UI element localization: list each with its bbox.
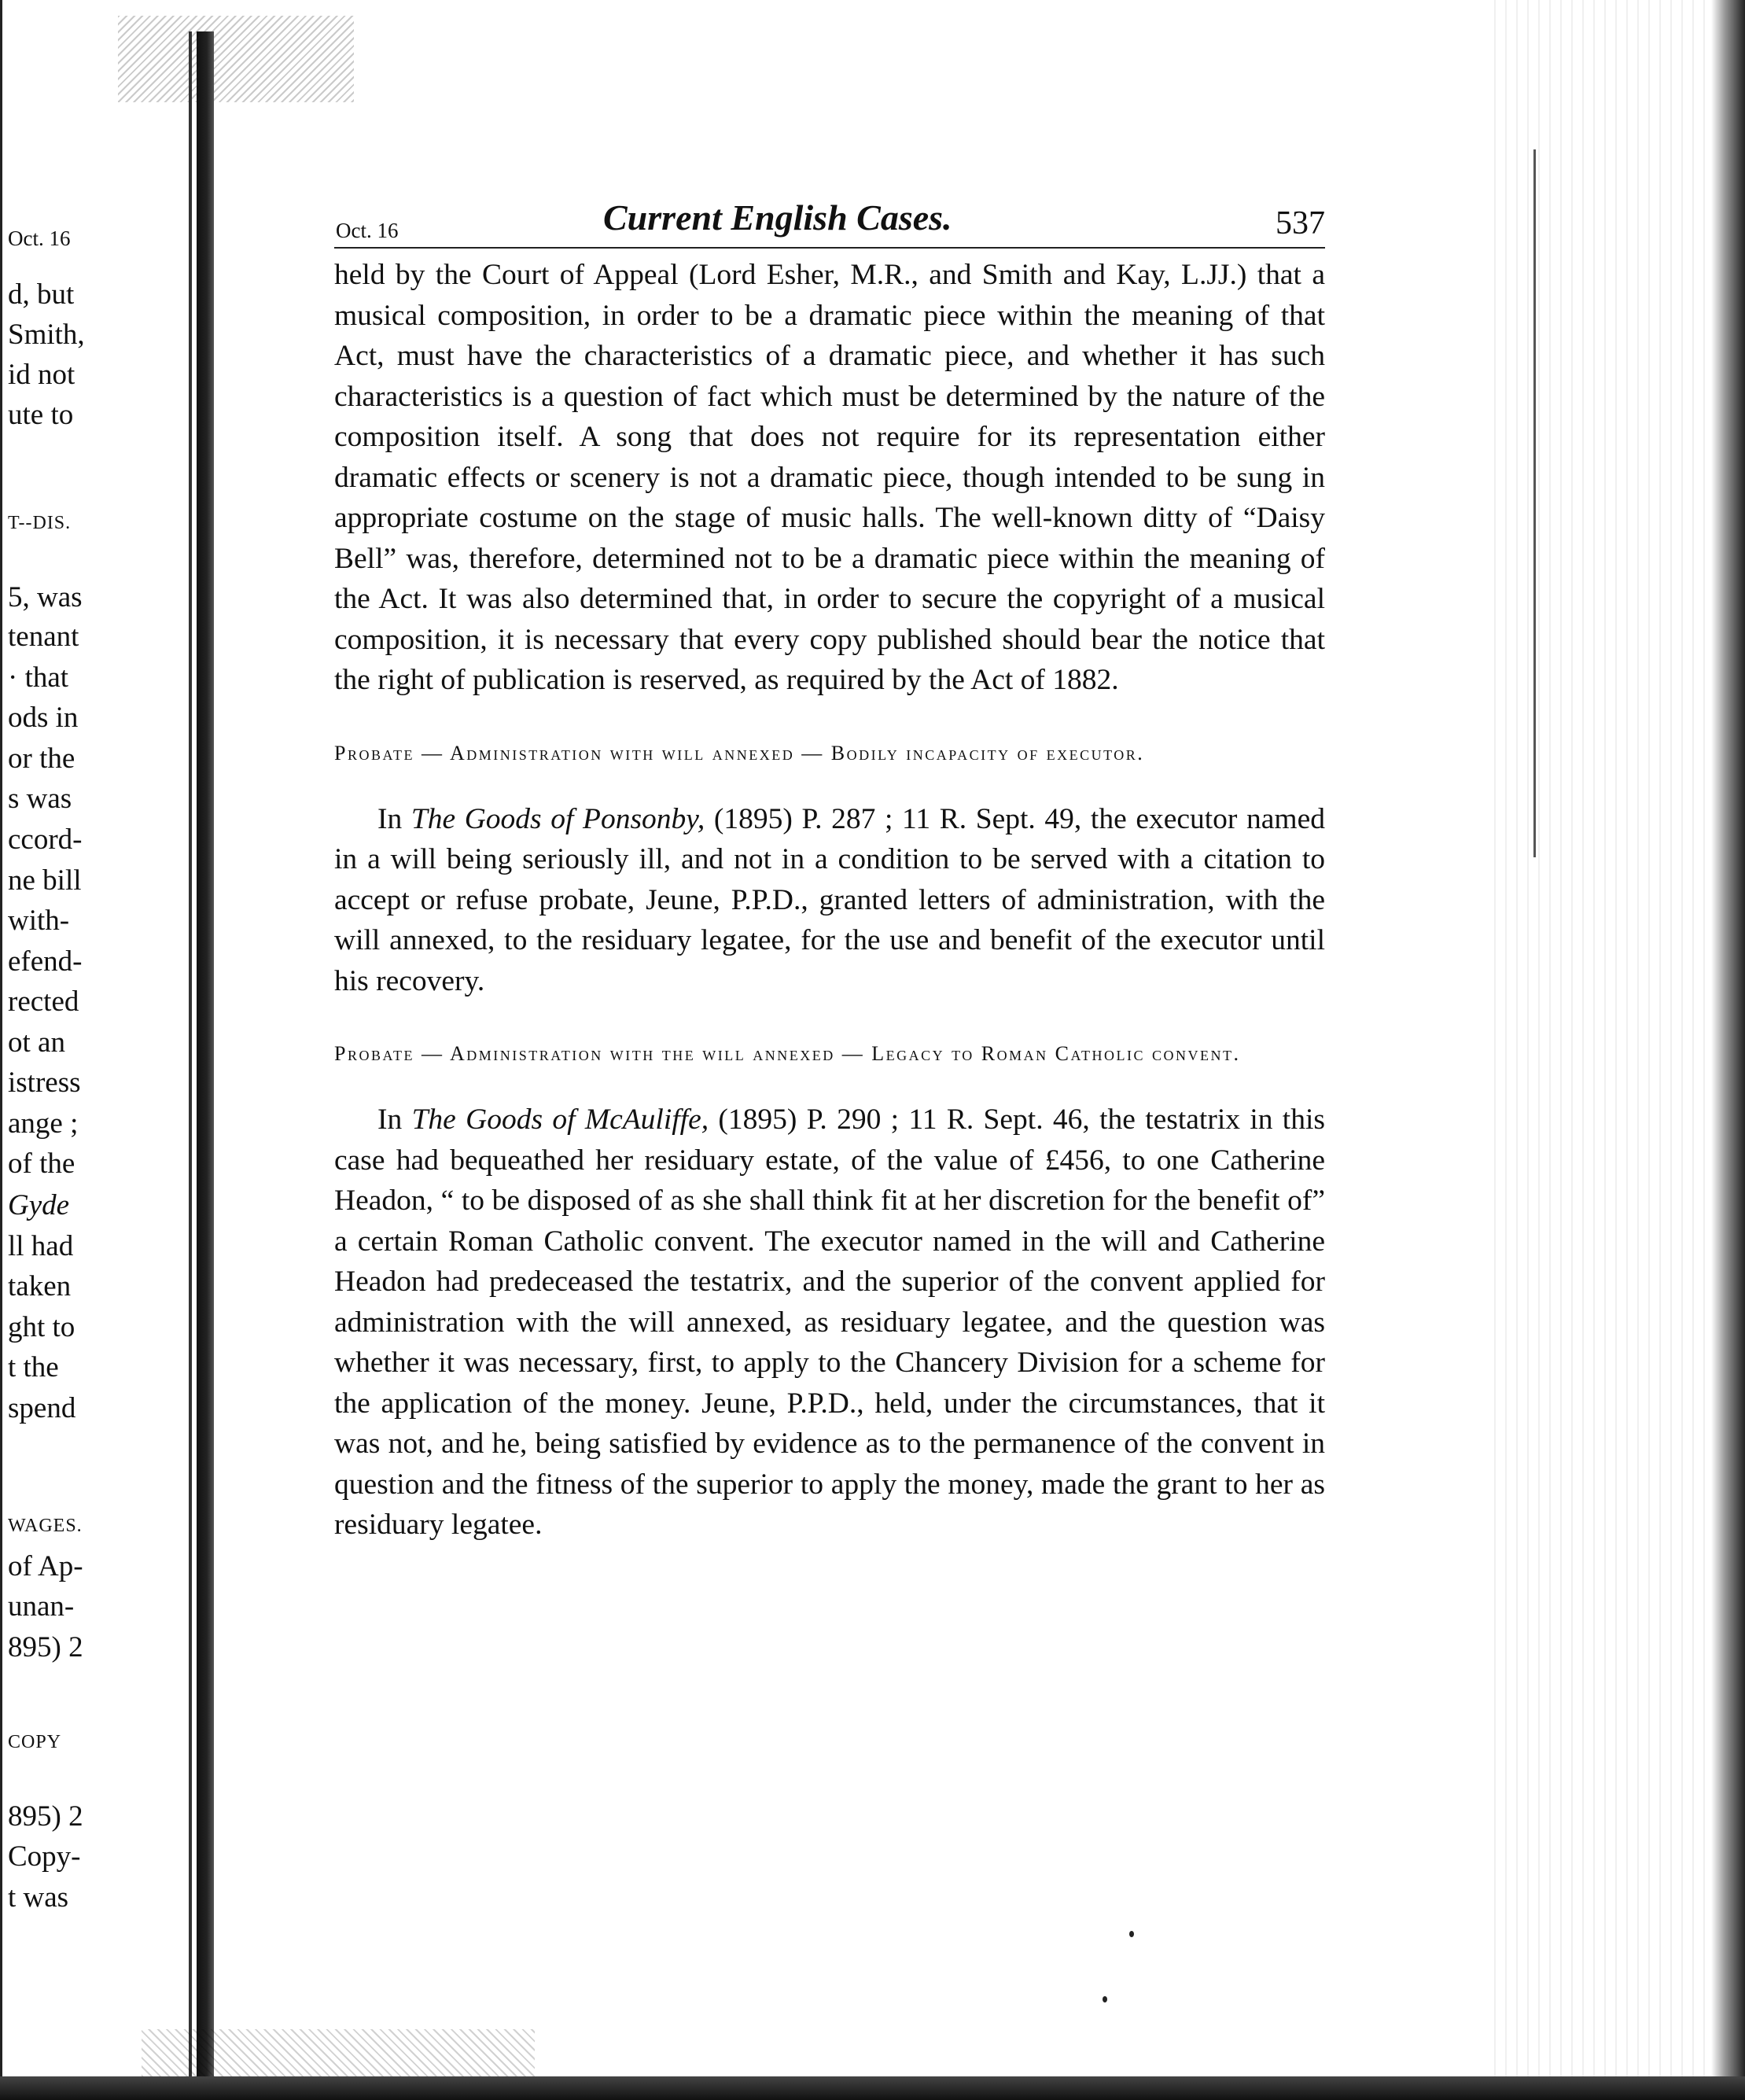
facing-page-line: ll had [8,1230,74,1262]
facing-page-line: with- [8,904,70,937]
facing-page-line: istress [8,1067,81,1099]
facing-page-line: ne bill [8,864,82,897]
facing-page-line: 895) 2 [8,1631,83,1663]
facing-page-line: T--DIS. [8,513,72,533]
facing-page-header: Oct. 16 [8,227,71,250]
facing-page-line: t was [8,1881,69,1914]
facing-page-line: rected [8,986,79,1018]
binding-shadow [197,31,214,2076]
facing-page-line: s was [8,783,72,815]
book-page [334,197,1325,1546]
facing-page-line: taken [8,1270,72,1302]
facing-page-line: spend [8,1392,76,1424]
facing-page-line: Smith, [8,319,85,351]
scan-noise-right [1494,0,1714,2100]
header-title: Current English Cases. [603,197,952,238]
facing-page-line: ght to [8,1311,75,1343]
scan-noise-bottom [142,2029,535,2076]
scan-rule-right [1533,149,1536,857]
facing-page-line: id not [8,359,75,391]
facing-page-line: of Ap- [8,1550,83,1582]
facing-page-line: ods in [8,702,79,734]
paragraph-continued: held by the Court of Appeal (Lord Esher, M.R., and Smith and Kay, L.JJ.) that a musical composition, in order to be a dramatic piece within the meaning of that Act, must have the characteristics of a dramatic piece, and whether it has such characteristics is a question of fact which must be determined by the nature of the composition itself. A song that does not require for its representation either dramatic effects or scenery is not a dramatic piece, though intended to be sung in appropriate costume on the stage of music halls. The well-known ditty of “Daisy Bell” was, therefore, determined not to be a dramatic piece within the meaning of the Act. It was also determined that, in order to secure the copyright of a musical composition, it is necessary that every copy published should bear the notice that the right of publication is reserved, as required by the Act of 1882. [334,259,1325,696]
case-body: (1895) P. 287 ; 11 R. Sept. 49, the executor named in a will being seriously ill, and not in a condition to be served with a citation to accept or refuse probate, Jeune, P.P.D., granted letters of administration, with the will annexed, to the residuary legatee, for the use and benefit of the executor until his recovery. [334,802,1325,997]
facing-page-line: efend- [8,945,83,978]
facing-page-line: Copy- [8,1840,81,1873]
scan-speck [1129,1931,1134,1937]
facing-page-line: 895) 2 [8,1800,83,1833]
scan-edge-right [1711,0,1745,2100]
case-paragraph [334,799,1325,1002]
case-name: The Goods of McAuliffe, [411,1103,709,1136]
case-paragraph [334,1100,1325,1546]
page-number: 537 [1276,205,1325,241]
facing-page-line: ange ; [8,1107,79,1140]
facing-page-line: ccord- [8,823,83,856]
facing-page-line: · that [8,661,69,694]
scan-speck [1103,1996,1107,2002]
facing-page-fragment [0,0,193,2100]
facing-page-line: 5, was [8,581,83,613]
scan-edge-bottom [0,2076,1745,2100]
facing-page-line: Gyde [8,1189,70,1221]
facing-page-line: WAGES. [8,1516,83,1536]
case-intro: In [377,1103,412,1136]
facing-page-line: unan- [8,1590,75,1623]
section-heading: Probate — Administration with the will annexed — Legacy to Roman Catholic convent. [334,1042,1241,1065]
facing-page-line: COPY [8,1732,62,1752]
case-intro: In [377,802,411,835]
facing-page-line: d, but [8,278,75,311]
case-body: (1895) P. 290 ; 11 R. Sept. 46, the testatrix in this case had bequeathed her residuary estate, of the value of £456, to one Catherine Headon, “ to be disposed of as she shall think fit at her discretion for the benefit of” a certain Roman Catholic convent. The executor named in the will and Catherine Headon had predeceased the testatrix, and the superior of the convent applied for administration with the will annexed, as residuary legatee, and the question was whether it was necessary, first, to apply to the Chancery Division for a scheme for the application of the money. Jeune, P.P.D., held, under the circumstances, that it was not, and he, being satisfied by evidence as to the permanence of the convent in question and the fitness of the superior to apply the money, made the grant to her as residuary legatee. [334,1103,1325,1541]
running-header [334,197,1325,249]
section-heading: Probate — Administration with will annexed — Bodily incapacity of executor. [334,741,1145,764]
header-date: Oct. 16 [336,219,399,242]
facing-page-line: of the [8,1148,75,1180]
facing-page-line: t the [8,1351,59,1383]
facing-page-line: ute to [8,399,74,431]
facing-page-line: or the [8,742,75,775]
facing-page-line: ot an [8,1026,65,1059]
facing-page-line: tenant [8,621,79,653]
case-name: The Goods of Ponsonby, [410,802,705,835]
